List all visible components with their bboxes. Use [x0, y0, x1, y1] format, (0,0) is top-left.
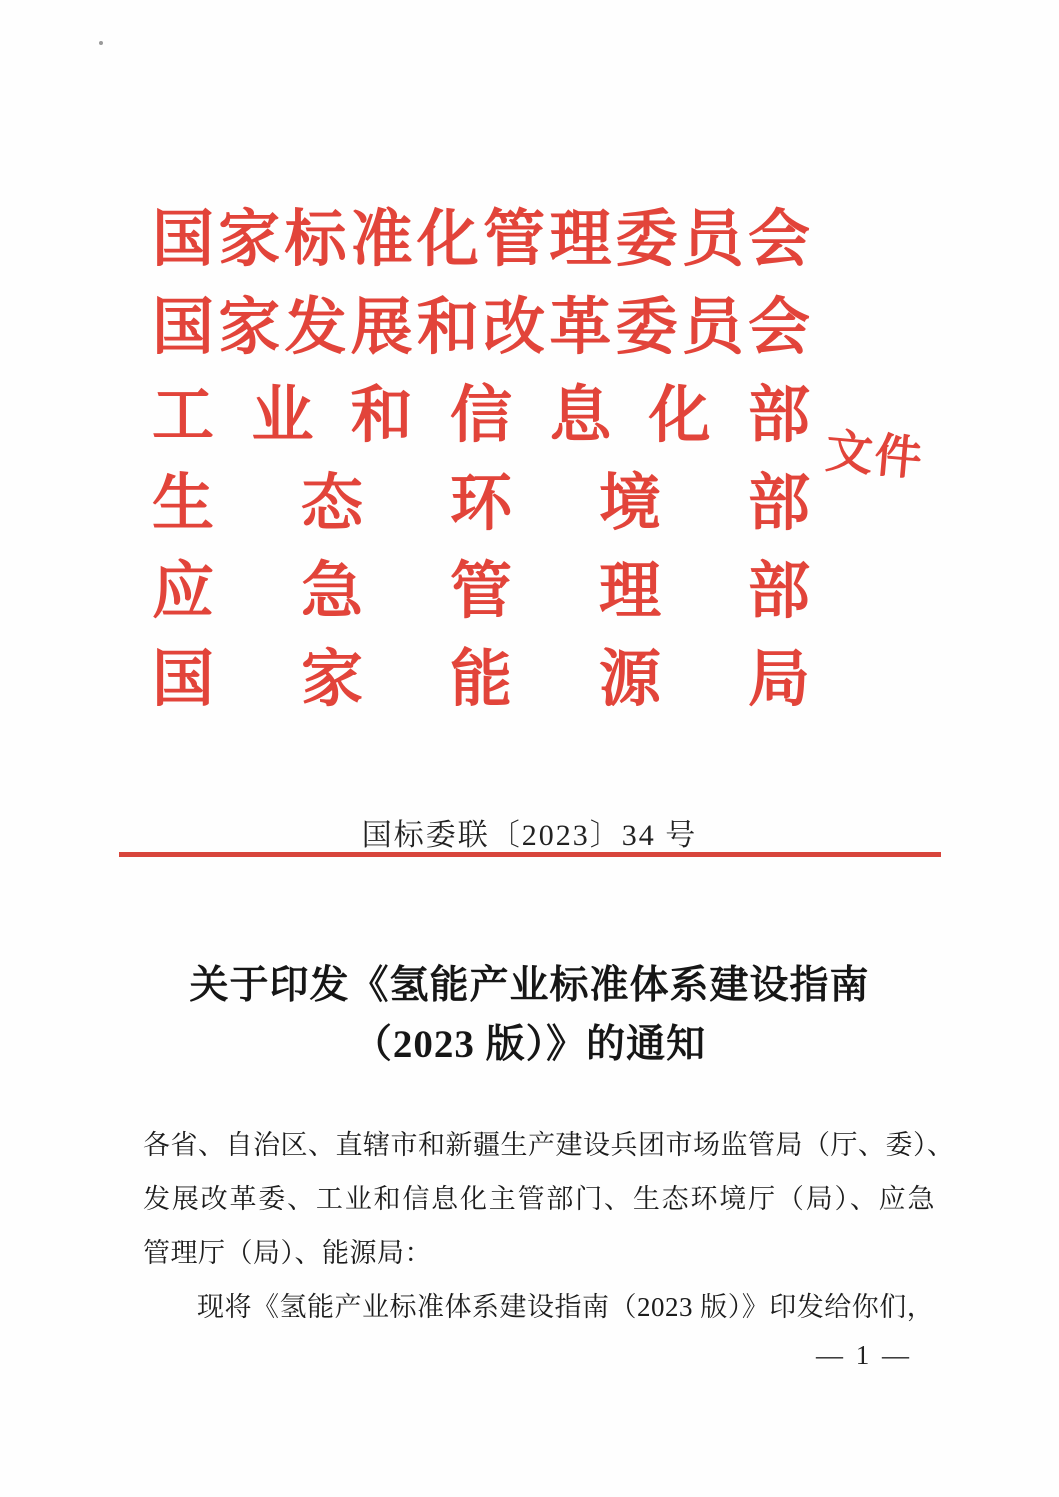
- addressee-line-2: 发展改革委、工业和信息化主管部门、生态环境厅（局）、应急: [143, 1184, 935, 1214]
- scan-speckle: [99, 41, 103, 45]
- masthead-agency-2: 国家发展和改革委员会: [152, 294, 810, 362]
- masthead-document-label: 文件: [823, 425, 926, 487]
- masthead-agency-3: 工业和信息化部: [152, 382, 810, 450]
- red-divider-line: [119, 852, 941, 857]
- notice-body: [143, 1118, 955, 1334]
- body-paragraph-1: 现将《氢能产业标准体系建设指南（2023 版）》印发给你们，: [197, 1292, 935, 1322]
- addressee-line-3: 管理厅（局）、能源局：: [143, 1238, 432, 1268]
- masthead-agency-4: 生态环境部: [152, 470, 810, 538]
- masthead-agency-5: 应急管理部: [152, 558, 810, 626]
- masthead: [152, 196, 810, 724]
- notice-title-line-1: 关于印发《氢能产业标准体系建设指南: [189, 964, 870, 1007]
- page-number: — 1 —: [816, 1340, 912, 1370]
- doc-number: 国标委联〔2023〕34 号: [361, 819, 698, 852]
- masthead-agency-6: 国家能源局: [152, 646, 810, 714]
- notice-title-line-2: （2023 版）》的通知: [352, 1023, 707, 1066]
- addressee-line-1: 各省、自治区、直辖市和新疆生产建设兵团市场监管局（厅、委）、: [143, 1130, 955, 1160]
- notice-title: [0, 956, 1059, 1074]
- masthead-agency-1: 国家标准化管理委员会: [152, 206, 810, 274]
